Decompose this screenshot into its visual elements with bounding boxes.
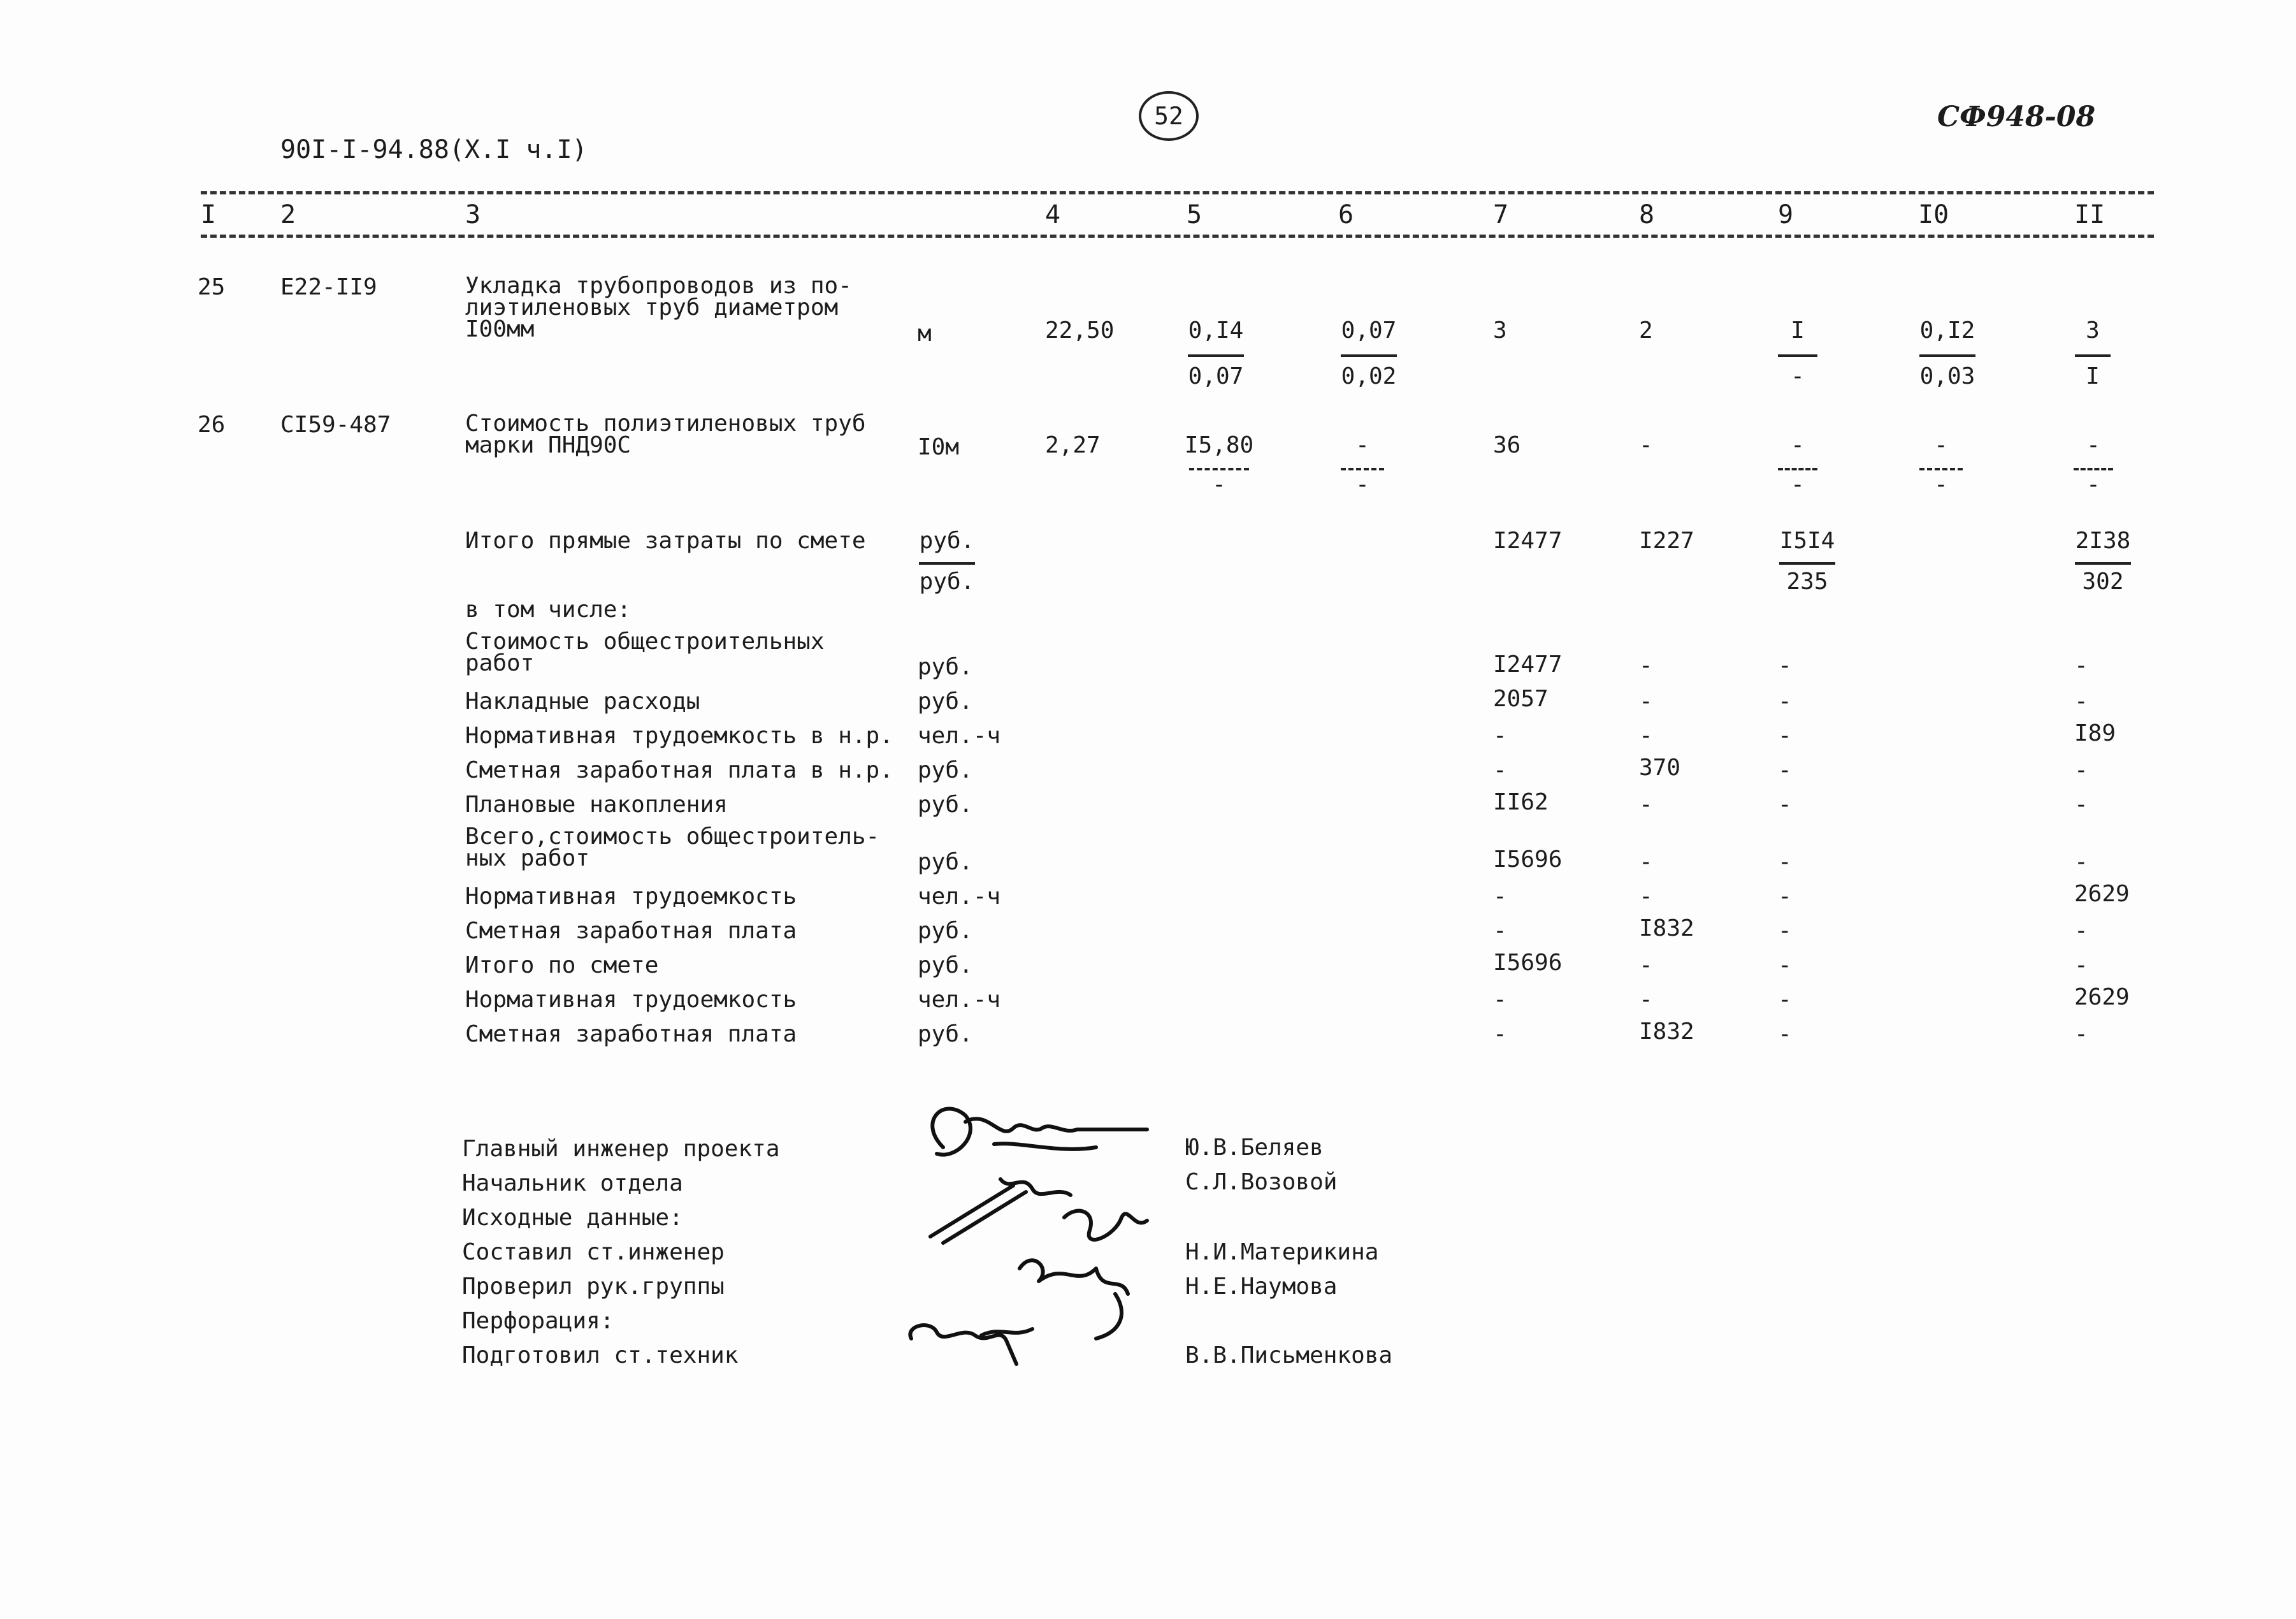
summary-label: Накладные расходы	[465, 688, 700, 715]
summary-label: Стоимость общестроительных работ	[465, 628, 825, 676]
summary-c9: -	[1778, 688, 1792, 715]
summary-label: Нормативная трудоемкость в н.р.	[465, 723, 893, 749]
totals-c7: I2477	[1493, 528, 1563, 554]
fraction-top: 0,07	[1341, 317, 1397, 344]
summary-label: Итого по смете	[465, 952, 659, 978]
summary-label: Нормативная трудоемкость	[465, 987, 797, 1013]
summary-c7: I2477	[1493, 651, 1563, 678]
fraction-bottom: -	[1212, 472, 1226, 498]
row-quantity: 22,50	[1045, 317, 1115, 344]
fraction-bottom: I	[2086, 363, 2100, 389]
summary-unit: руб.	[918, 792, 973, 818]
summary-c7: -	[1493, 883, 1507, 910]
fraction-top: -	[1791, 432, 1805, 458]
signature-role: Подготовил ст.техник	[462, 1342, 739, 1369]
summary-unit: руб.	[918, 952, 973, 978]
summary-c7: -	[1493, 987, 1507, 1013]
col-header-1: I	[201, 200, 217, 229]
row-unit: м	[918, 321, 932, 347]
summary-c9: -	[1778, 883, 1792, 910]
summary-c11: -	[2074, 653, 2088, 679]
page-number-stamp: 52	[1139, 91, 1199, 141]
row-description: Стоимость полиэтиленовых труб марки ПНД90С	[465, 410, 866, 458]
fraction-bottom: 0,02	[1341, 363, 1397, 389]
totals-label: Итого прямые затраты по смете	[465, 528, 866, 554]
totals-c11-fraction	[2071, 529, 2135, 594]
fraction-line	[1778, 354, 1817, 357]
summary-c8: -	[1639, 792, 1653, 818]
row-c9-fraction	[1775, 433, 1820, 497]
fraction-line	[1779, 562, 1835, 565]
summary-c8: -	[1639, 688, 1653, 715]
summary-c8: -	[1639, 723, 1653, 749]
summary-c11: -	[2074, 952, 2088, 978]
signature-role: Начальник отдела	[462, 1170, 683, 1196]
summary-unit: руб.	[918, 918, 973, 944]
summary-c9: -	[1778, 653, 1792, 679]
summary-c9: -	[1778, 918, 1792, 944]
col-header-2: 2	[280, 200, 296, 229]
fraction-bottom: 302	[2082, 569, 2124, 595]
col-header-5: 5	[1187, 200, 1202, 229]
fraction-line	[1778, 468, 1817, 470]
row-c6-fraction	[1337, 433, 1388, 497]
summary-c11: -	[2074, 849, 2088, 875]
row-number: 26	[198, 412, 226, 438]
summary-unit: руб.	[918, 688, 973, 715]
row-code: Е22-II9	[280, 274, 377, 300]
fraction-line	[1919, 354, 1975, 357]
fraction-bottom: 0,03	[1919, 363, 1975, 389]
fraction-line	[2075, 354, 2111, 357]
fraction-bottom: -	[2086, 472, 2100, 498]
summary-c8: I832	[1639, 915, 1694, 941]
summary-c8: -	[1639, 987, 1653, 1013]
including-label: в том числе:	[465, 597, 632, 623]
summary-c7: -	[1493, 723, 1507, 749]
fraction-top: -	[2086, 432, 2100, 458]
fraction-line	[1341, 354, 1397, 357]
summary-c9: -	[1778, 1021, 1792, 1047]
row-c10-fraction	[1916, 319, 1979, 389]
summary-c7: -	[1493, 918, 1507, 944]
fraction-bottom: 0,07	[1188, 363, 1244, 389]
summary-c11: I89	[2074, 720, 2116, 746]
summary-c8: I832	[1639, 1019, 1694, 1045]
summary-label: Нормативная трудоемкость	[465, 883, 797, 910]
signature-name: В.В.Письменкова	[1185, 1342, 1393, 1369]
row-c6-fraction	[1337, 319, 1401, 389]
summary-c11: 2629	[2074, 984, 2130, 1010]
summary-c9: -	[1778, 757, 1792, 783]
fraction-top: 0,I4	[1188, 317, 1244, 344]
fraction-top: -	[1355, 432, 1369, 458]
row-c8: -	[1639, 432, 1653, 458]
col-header-10: I0	[1918, 200, 1949, 229]
totals-c8: I227	[1639, 528, 1694, 554]
summary-c7: I5696	[1493, 846, 1563, 873]
row-c11-fraction	[2072, 319, 2113, 389]
fraction-top: руб.	[919, 528, 975, 554]
summary-c7: -	[1493, 757, 1507, 783]
summary-c8: 370	[1639, 755, 1681, 781]
document-code: 90I-I-94.88(X.I ч.I)	[280, 135, 588, 164]
summary-c9: -	[1778, 987, 1792, 1013]
signature-role: Главный инженер проекта	[462, 1136, 780, 1162]
summary-c8: -	[1639, 849, 1653, 875]
signature-role: Перфорация:	[462, 1308, 614, 1334]
totals-unit-fraction	[915, 529, 979, 594]
fraction-line	[1919, 468, 1963, 470]
summary-c11: 2629	[2074, 881, 2130, 907]
corner-code: СФ948-08	[1937, 101, 2096, 133]
summary-label: Сметная заработная плата	[465, 918, 797, 944]
signature-name: Ю.В.Беляев	[1185, 1135, 1324, 1161]
summary-c9: -	[1778, 849, 1792, 875]
fraction-top: I5,80	[1184, 432, 1254, 458]
summary-c7: I5696	[1493, 950, 1563, 976]
signature-role: Проверил рук.группы	[462, 1274, 725, 1300]
signature-role: Составил ст.инженер	[462, 1239, 725, 1265]
summary-c8: -	[1639, 883, 1653, 910]
summary-c9: -	[1778, 952, 1792, 978]
col-header-11: II	[2074, 200, 2105, 229]
row-c10-fraction	[1916, 433, 1967, 497]
col-header-7: 7	[1493, 200, 1509, 229]
summary-unit: руб.	[918, 654, 973, 680]
fraction-bottom: -	[1791, 472, 1805, 498]
fraction-top: I5I4	[1779, 528, 1835, 554]
col-header-4: 4	[1045, 200, 1061, 229]
summary-c11: -	[2074, 792, 2088, 818]
col-header-9: 9	[1778, 200, 1794, 229]
summary-label: Сметная заработная плата в н.р.	[465, 757, 893, 783]
row-c7: 36	[1493, 432, 1521, 458]
summary-c7: -	[1493, 1021, 1507, 1047]
totals-c9-fraction	[1775, 529, 1839, 594]
summary-unit: чел.-ч	[918, 883, 1001, 910]
summary-label: Сметная заработная плата	[465, 1021, 797, 1047]
summary-c11: -	[2074, 688, 2088, 715]
summary-unit: руб.	[918, 757, 973, 783]
summary-c9: -	[1778, 723, 1792, 749]
col-header-8: 8	[1639, 200, 1655, 229]
signature-role: Исходные данные:	[462, 1205, 683, 1231]
row-number: 25	[198, 274, 226, 300]
row-c8: 2	[1639, 317, 1653, 344]
row-description: Укладка трубопроводов из по-лиэтиленовых труб диаметром I00мм	[465, 273, 852, 342]
fraction-top: -	[1934, 432, 1948, 458]
summary-unit: руб.	[918, 1021, 973, 1047]
summary-label: Плановые накопления	[465, 792, 728, 818]
fraction-line	[1341, 468, 1384, 470]
summary-c7: 2057	[1493, 686, 1549, 712]
summary-c7: II62	[1493, 789, 1549, 815]
signature-name: С.Л.Возовой	[1185, 1169, 1338, 1195]
fraction-line	[1189, 468, 1249, 470]
summary-c8: -	[1639, 952, 1653, 978]
fraction-top: 3	[2086, 317, 2100, 344]
col-header-6: 6	[1338, 200, 1354, 229]
fraction-top: I	[1791, 317, 1805, 344]
header-bottom-rule	[201, 235, 2154, 238]
row-quantity: 2,27	[1045, 432, 1101, 458]
fraction-line	[2074, 468, 2113, 470]
summary-c9: -	[1778, 792, 1792, 818]
summary-unit: чел.-ч	[918, 723, 1001, 749]
row-c7: 3	[1493, 317, 1507, 344]
fraction-line	[2075, 562, 2131, 565]
summary-c11: -	[2074, 757, 2088, 783]
signature-name: Н.Е.Наумова	[1185, 1274, 1338, 1300]
header-top-rule	[201, 191, 2154, 194]
fraction-bottom: 235	[1786, 569, 1828, 595]
fraction-bottom: руб.	[919, 569, 975, 595]
fraction-bottom: -	[1355, 472, 1369, 498]
fraction-top: 2I38	[2075, 528, 2131, 554]
fraction-line	[919, 562, 975, 565]
fraction-bottom: -	[1791, 363, 1805, 389]
summary-label: Всего,стоимость общестроитель-ных работ	[465, 824, 880, 871]
summary-c8: -	[1639, 653, 1653, 679]
row-code: СI59-487	[280, 412, 391, 438]
row-unit: I0м	[918, 434, 960, 460]
row-c5-fraction	[1184, 433, 1254, 497]
fraction-bottom: -	[1934, 472, 1948, 498]
row-c11-fraction	[2071, 433, 2116, 497]
summary-c11: -	[2074, 1021, 2088, 1047]
row-c5-fraction	[1184, 319, 1248, 389]
fraction-top: 0,I2	[1919, 317, 1975, 344]
summary-c11: -	[2074, 918, 2088, 944]
summary-unit: чел.-ч	[918, 987, 1001, 1013]
row-c9-fraction	[1775, 319, 1820, 389]
handwritten-signatures	[905, 1084, 1160, 1351]
signature-name: Н.И.Материкина	[1185, 1239, 1379, 1265]
col-header-3: 3	[465, 200, 481, 229]
summary-unit: руб.	[918, 849, 973, 875]
fraction-line	[1188, 354, 1244, 357]
